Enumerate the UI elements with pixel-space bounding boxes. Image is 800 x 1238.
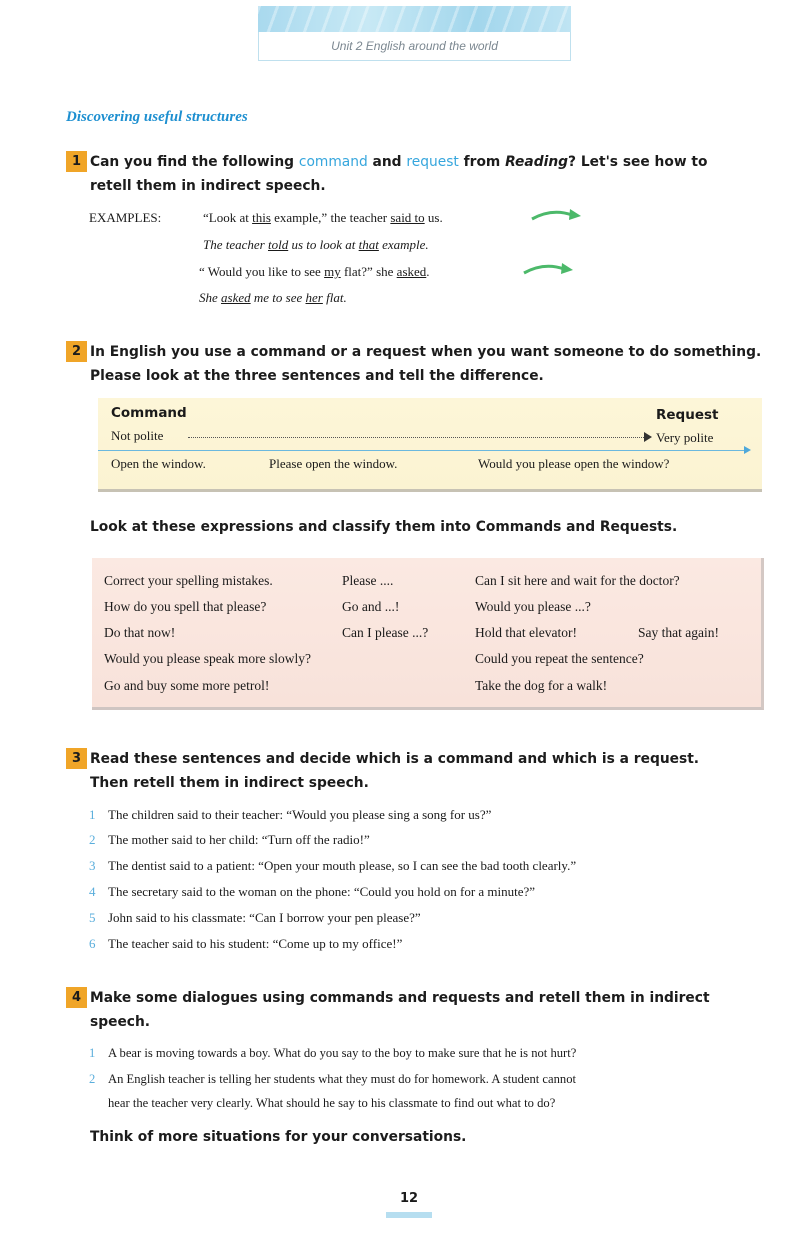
- expression: Go and ...!: [342, 599, 400, 614]
- expression: Would you please speak more slowly?: [104, 651, 311, 666]
- ex-text: “Look at: [203, 210, 253, 225]
- example-line-4: [199, 290, 347, 306]
- item-text: An English teacher is telling her students what they must do for homework. A student cannot: [108, 1072, 576, 1086]
- q1-text: from: [458, 154, 506, 170]
- example-line-2: [203, 237, 429, 253]
- item-text: A bear is moving towards a boy. What do you say to the boy to make sure that he is not hurt?: [108, 1046, 577, 1060]
- arrowhead-icon: [644, 432, 652, 442]
- header-banner: [258, 6, 571, 32]
- ex-underlined: that: [358, 237, 379, 252]
- item-text: The teacher said to his student: “Come up to my office!”: [108, 936, 403, 951]
- ex-text: us.: [424, 210, 443, 225]
- list-item: [89, 858, 576, 874]
- q1-text: Can you find the following: [90, 154, 299, 170]
- ex-text: example,” the teacher: [270, 210, 391, 225]
- list-item-continued: hear the teacher very clearly. What should he say to his classmate to find out what to do?: [108, 1096, 556, 1110]
- green-arrow-icon: [520, 260, 576, 278]
- item-text: John said to his classmate: “Can I borrow your pen please?”: [108, 910, 421, 925]
- item-text: The secretary said to the woman on the phone: “Could you hold on for a minute?”: [108, 884, 536, 899]
- item-text: The dentist said to a patient: “Open your mouth please, so I can see the bad tooth clearly.”: [108, 858, 577, 873]
- ex-text: The teacher: [203, 237, 268, 252]
- list-item: [89, 807, 491, 823]
- green-arrow-icon: [528, 206, 584, 224]
- command-example: Open the window.: [111, 456, 206, 471]
- expression: Please ....: [342, 573, 394, 588]
- ex-text: me to see: [250, 290, 306, 305]
- expression: Do that now!: [104, 625, 176, 640]
- q1-text: and: [367, 154, 407, 170]
- not-polite-label: Not polite: [111, 428, 164, 443]
- reading-title: Reading: [505, 154, 569, 170]
- command-heading: Command: [111, 405, 187, 421]
- ex-text: us to look at: [288, 237, 359, 252]
- item-number: 3: [89, 858, 96, 873]
- example-line-3: [199, 264, 430, 280]
- ex-underlined: asked: [221, 290, 251, 305]
- ex-underlined: her: [305, 290, 323, 305]
- ex-underlined: my: [324, 264, 341, 279]
- question-number-badge: 3: [66, 748, 87, 769]
- question-2: [66, 340, 766, 388]
- list-item: [89, 936, 402, 952]
- ex-underlined: said to: [390, 210, 425, 225]
- item-number: 2: [89, 1072, 96, 1086]
- item-number: 1: [89, 1046, 96, 1060]
- ex-text: flat.: [322, 290, 347, 305]
- item-number: 6: [89, 936, 96, 951]
- politeness-scale: [188, 437, 646, 438]
- ex-text: flat?” she: [340, 264, 397, 279]
- expression: Can I please ...?: [342, 625, 429, 640]
- list-item: [89, 884, 535, 900]
- expression: Go and buy some more petrol!: [104, 678, 270, 693]
- unit-title: Unit 2 English around the world: [258, 32, 571, 61]
- ex-text: “ Would you like to see: [199, 264, 325, 279]
- section-title: Discovering useful structures: [66, 109, 248, 125]
- polite-example: Please open the window.: [269, 456, 398, 471]
- expression: Can I sit here and wait for the doctor?: [475, 573, 680, 588]
- question-4: [66, 986, 766, 1034]
- list-item: [89, 1046, 576, 1061]
- expression: Hold that elevator!: [475, 625, 577, 640]
- list-item: [89, 832, 370, 848]
- page-number-band: [386, 1212, 432, 1218]
- examples-label: EXAMPLES:: [89, 210, 162, 225]
- expression: Could you repeat the sentence?: [475, 651, 644, 666]
- question-number-badge: 2: [66, 341, 87, 362]
- request-heading: Request: [656, 407, 719, 423]
- q2-line1: In English you use a command or a request when you want someone to do something.: [90, 344, 762, 360]
- q3-line1: Read these sentences and decide which is a command and which is a request.: [90, 751, 700, 767]
- very-polite-label: Very polite: [656, 430, 714, 445]
- ex-text: .: [426, 264, 430, 279]
- list-item: [89, 910, 421, 926]
- expression: Correct your spelling mistakes.: [104, 573, 273, 588]
- highlight-request: request: [406, 154, 459, 170]
- q4-line1: Make some dialogues using commands and requests and retell them in indirect: [90, 990, 710, 1006]
- ex-underlined: told: [267, 237, 289, 252]
- q1-line2: retell them in indirect speech.: [90, 178, 326, 194]
- q2-line2: Please look at the three sentences and tell the difference.: [90, 368, 544, 384]
- question-number-badge: 1: [66, 151, 87, 172]
- item-number: 1: [89, 807, 96, 822]
- arrowhead-icon: [744, 446, 751, 454]
- q3-line2: Then retell them in indirect speech.: [90, 775, 369, 791]
- ex-text: She: [199, 290, 222, 305]
- item-number: 5: [89, 910, 96, 925]
- ex-underlined: asked: [396, 264, 427, 279]
- question-3: [66, 747, 766, 795]
- item-text: The children said to their teacher: “Would you please sing a song for us?”: [108, 807, 492, 822]
- page-number: 12: [399, 1191, 419, 1206]
- item-text: The mother said to her child: “Turn off the radio!”: [108, 832, 370, 847]
- item-number: 2: [89, 832, 96, 847]
- divider: [98, 450, 748, 451]
- question-1: [66, 150, 766, 198]
- list-item: [89, 1072, 576, 1087]
- item-number: 4: [89, 884, 96, 899]
- q4-line2: speech.: [90, 1014, 151, 1030]
- classify-instruction: Look at these expressions and classify them into Commands and Requests.: [90, 519, 678, 535]
- ex-underlined: this: [252, 210, 271, 225]
- question-number-badge: 4: [66, 987, 87, 1008]
- ex-text: example.: [378, 237, 429, 252]
- highlight-command: command: [298, 154, 368, 170]
- request-example: Would you please open the window?: [478, 456, 670, 471]
- closing-instruction: Think of more situations for your conversations.: [90, 1129, 467, 1145]
- expression: Take the dog for a walk!: [475, 678, 608, 693]
- expression: Would you please ...?: [475, 599, 591, 614]
- expression: Say that again!: [638, 625, 719, 640]
- q1-text: ? Let's see how to: [568, 154, 708, 170]
- expression: How do you spell that please?: [104, 599, 267, 614]
- example-line-1: [203, 210, 443, 226]
